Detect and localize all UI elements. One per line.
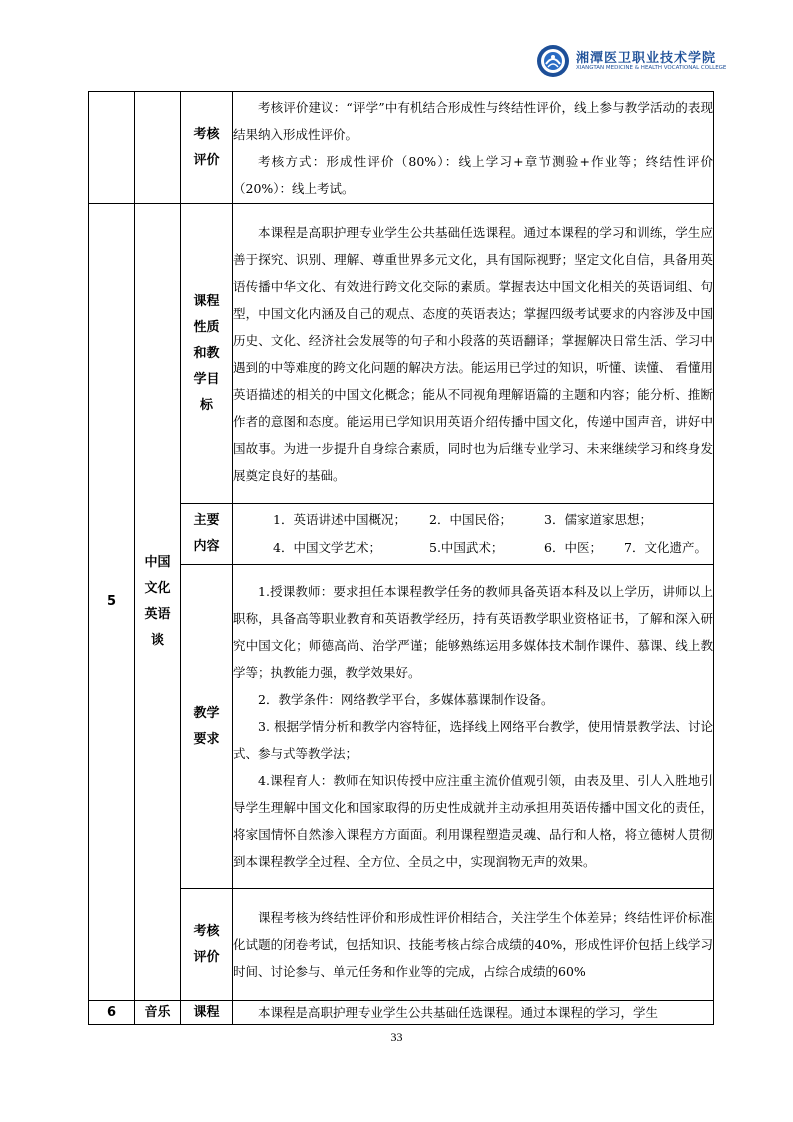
topic-item: 6．中医； — [544, 540, 602, 555]
section-label — [181, 504, 233, 565]
label-part: 课程 — [193, 293, 220, 309]
section-content — [233, 1001, 714, 1025]
label-part: 考核 — [193, 923, 220, 939]
label-part: 主要 — [193, 513, 220, 528]
table-row — [89, 1001, 714, 1025]
section-label: 课程 — [181, 1001, 233, 1025]
requirement-item: 1.授课教师：要求担任本课程教学任务的教师具备英语本科及以上学历，讲师以上职称，具备高等职业教育和英语教学经历，持有英语教学职业资格证书，了解和深入研究中国文化；师德高尚、治学严谨；能够熟练运用多媒体技术制作课件、慕课、线上教学等；执教能力强，教学效果好。 — [233, 584, 713, 680]
row-number-cell — [89, 92, 135, 204]
page-number: 33 — [390, 1030, 403, 1044]
course-number: 5 — [89, 204, 135, 1001]
topic-item: 2．中国民俗； — [429, 512, 512, 527]
course-name-part: 英语 — [144, 607, 171, 622]
table-row — [89, 204, 714, 504]
label-part: 评价 — [193, 949, 220, 965]
label-part: 学目 — [193, 371, 220, 387]
table-row — [89, 889, 714, 1001]
college-name: 湘潭医卫职业技术学院 — [576, 51, 717, 66]
label-part: 内容 — [193, 539, 220, 554]
paragraph: 本课程是高职护理专业学生公共基础任选课程。通过本课程的学习和训练，学生应善于探究、识别、理解、尊重世界多元文化，具有国际视野；坚定文化自信，具备用英语传播中华文化、有效进行跨文化交际的素质。掌握表达中国文化相关的英语词组、句型，中国文化内涵及自己的观点、态度的英语表达；掌握四级考试要求的内容涉及中国历史、文化、经济社会发展等的句子和小段落的英语翻译；掌握解决日常生活、学习中遇到的中等难度的跨文化问题的解决方法。能运用已学过的知识，听懂、读懂、 看懂用英语描述的相关的中国文化概念；能从不同视角理解语篇的主题和内容；能分析、推断作者的意图和态度。能运用已学知识用英语介绍传播中国文化，传递中国声音，讲好中国故事。为进一步提升自身综合素质，同时也为后继专业学习、未来继续学习和终身发展奠定良好的基础。 — [233, 224, 713, 483]
section-content — [233, 565, 714, 889]
section-content — [233, 504, 714, 565]
course-name-part: 谈 — [150, 633, 164, 648]
college-seal-icon — [536, 44, 570, 78]
requirement-item: 2．教学条件：网络教学平台，多媒体慕课制作设备。 — [258, 692, 554, 707]
course-name: 音乐 — [135, 1001, 181, 1025]
topic-item: 1．英语讲述中国概况； — [273, 512, 406, 527]
topic-item: 3．儒家道家思想； — [544, 512, 652, 527]
paragraph: 课程考核为终结性评价和形成性评价相结合，关注学生个体差异；终结性评价标准化试题的闭卷考试，包括知识、技能考核占综合成绩的40%，形成性评价包括上线学习时间、讨论参与、单元任务和作业等的完成，占综合成绩的60% — [233, 910, 713, 979]
section-content — [233, 889, 714, 1001]
label-part: 评价 — [193, 152, 220, 168]
label-part: 性质 — [193, 319, 220, 335]
label-part: 标 — [199, 397, 213, 413]
college-logo — [536, 44, 746, 80]
section-content — [233, 92, 714, 204]
topic-item: 5.中国武术； — [429, 540, 504, 555]
topic-line — [233, 506, 713, 534]
topic-item: 4．中国文学艺术； — [273, 540, 381, 555]
section-label — [181, 204, 233, 504]
course-name-part: 文化 — [144, 581, 171, 596]
paragraph: 考核方式：形成性评价（80%）：线上学习+章节测验+作业等；终结性评价（20%）：线上考试。 — [233, 153, 713, 196]
table-row — [89, 92, 714, 204]
paragraph: 考核评价建议：“评学”中有机结合形成性与终结性评价，线上参与教学活动的表现结果纳入形成性评价。 — [233, 99, 713, 142]
paragraph: 本课程是高职护理专业学生公共基础任选课程。通过本课程的学习，学生 — [258, 1004, 659, 1020]
section-label — [181, 92, 233, 204]
section-label — [181, 889, 233, 1001]
label-part: 要求 — [193, 731, 220, 747]
course-number: 6 — [89, 1001, 135, 1025]
curriculum-table — [88, 91, 714, 1025]
course-name — [135, 204, 181, 1001]
college-english-name: XIANGTAN MEDICINE & HEALTH VOCATIONAL COLLEGE — [576, 65, 727, 71]
section-label — [181, 565, 233, 889]
label-part: 和教 — [193, 345, 220, 361]
requirement-item: 4.课程育人：教师在知识传授中应注重主流价值观引领，由表及里、引人入胜地引导学生理解中国文化和国家取得的历史性成就并主动承担用英语传播中国文化的责任，将家国情怀自然渗入课程方方面面。利用课程塑造灵魂、品行和人格，将立德树人贯彻到本课程教学全过程、全方位、全员之中，实现润物无声的效果。 — [233, 773, 713, 869]
topic-line — [233, 534, 713, 562]
table-row — [89, 504, 714, 565]
table-row — [89, 565, 714, 889]
label-part: 考核 — [193, 126, 220, 142]
label-part: 教学 — [193, 705, 220, 721]
requirement-item: 3. 根据学情分析和教学内容特征，选择线上网络平台教学，使用情景教学法、讨论式、参与式等教学法； — [233, 719, 713, 761]
course-name-cell — [135, 92, 181, 204]
course-name-part: 中国 — [144, 555, 171, 570]
topic-item: 7．文化遗产。 — [624, 540, 707, 555]
page-header — [0, 0, 793, 88]
section-content — [233, 204, 714, 504]
